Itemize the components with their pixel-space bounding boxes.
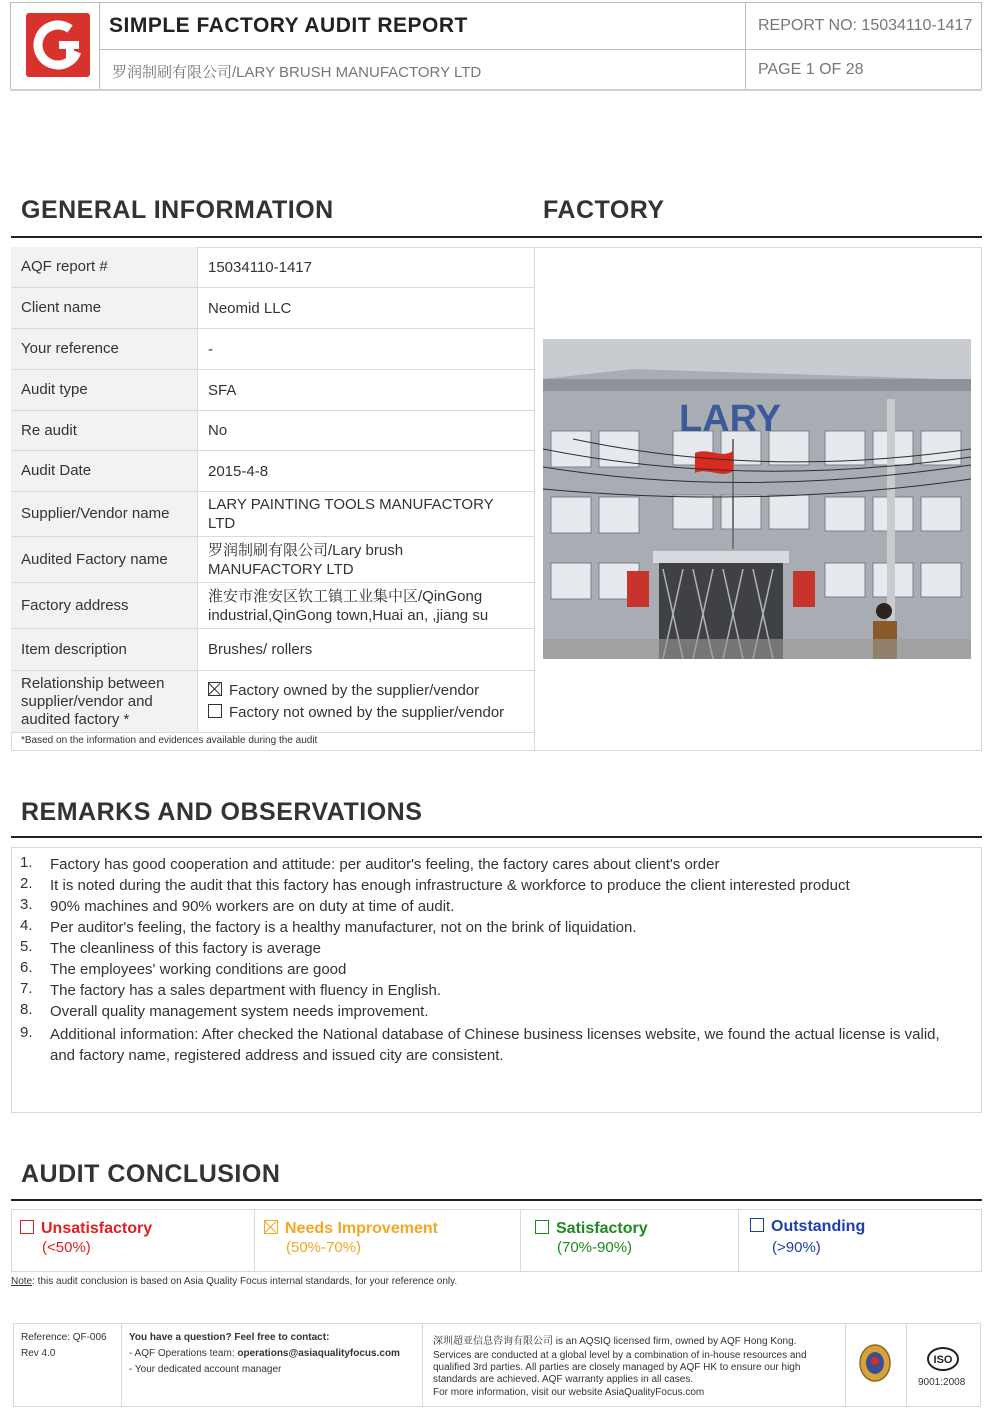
row-value: LARY PAINTING TOOLS MANUFACTORY LTD [208, 496, 494, 532]
row-label: Your reference [11, 329, 198, 369]
row-label: Client name [11, 288, 198, 328]
checkbox-unchecked-icon[interactable] [208, 704, 222, 718]
table-row [11, 247, 534, 288]
row-label: Factory address [11, 583, 198, 628]
header-shadow [10, 89, 982, 91]
footer-account-manager: - Your dedicated account manager [129, 1364, 282, 1375]
conclusion-divider [254, 1209, 255, 1272]
conclusion-needs-improvement[interactable] [264, 1220, 438, 1256]
conclusion-range: (70%-90%) [557, 1239, 633, 1256]
item-number: 9. [20, 1024, 33, 1041]
item-text: The factory has a sales department with fluency in English. [50, 982, 442, 999]
factory-photo [543, 339, 971, 659]
item-text: Per auditor's feeling, the factory is a healthy manufacturer, not on the brink of liquidation. [50, 919, 637, 936]
general-info-divider [534, 247, 535, 751]
audit-conclusion-heading: AUDIT CONCLUSION [21, 1160, 281, 1188]
footer-question: You have a question? Feel free to contact: [129, 1332, 330, 1343]
row-value: No [208, 422, 228, 439]
general-info-table [11, 247, 534, 733]
table-row [11, 492, 534, 537]
conclusion-outstanding[interactable] [750, 1218, 865, 1256]
table-row [11, 411, 534, 451]
option-label: Factory owned by the supplier/vendor [229, 681, 480, 699]
aqsiq-emblem-icon [857, 1342, 893, 1384]
relationship-label: Relationship between supplier/vendor and audited factory * [11, 671, 198, 732]
footer-divider [422, 1323, 423, 1407]
header-title-cell [99, 3, 746, 89]
remarks-rule [11, 836, 982, 838]
general-info-footnote: *Based on the information and evidences available during the audit [21, 735, 318, 746]
report-number: REPORT NO: 15034110-1417 [758, 17, 973, 34]
relationship-options [199, 671, 534, 732]
conclusion-label: Outstanding [771, 1218, 866, 1235]
conclusion-rule [11, 1199, 982, 1201]
checkbox-checked-icon[interactable] [208, 682, 222, 696]
footer-legal-1: 深圳超亚信息咨询有限公司 is an AQSIQ licensed firm, owned by AQF Hong Kong. [433, 1336, 797, 1347]
report-subtitle: 罗润制刷有限公司/LARY BRUSH MANUFACTORY LTD [112, 64, 482, 81]
relationship-option-owned[interactable] [208, 680, 479, 702]
item-number: 7. [20, 980, 33, 997]
item-text: 90% machines and 90% workers are on duty at time of audit. [50, 898, 455, 915]
conclusion-unsatisfactory[interactable] [20, 1220, 152, 1256]
note-prefix: Note [11, 1276, 33, 1287]
item-text: The cleanliness of this factory is average [50, 940, 321, 957]
conclusion-label: Needs Improvement [285, 1220, 438, 1237]
item-text: Additional information: After checked the National database of Chinese business licenses website, we found the actual license is valid, and factory name, registered address and issued city are consistent. [50, 1026, 940, 1064]
checkbox-unchecked-icon[interactable] [535, 1220, 549, 1234]
checkbox-unchecked-icon[interactable] [750, 1218, 764, 1232]
ops-email-link[interactable]: operations@asiaqualityfocus.com [237, 1348, 400, 1359]
row-label: Audit Date [11, 451, 198, 491]
conclusion-range: (>90%) [772, 1239, 821, 1256]
logo-cell [11, 3, 100, 89]
iso-logo-text: ISO [933, 1354, 953, 1366]
item-text: Overall quality management system needs improvement. [50, 1003, 429, 1020]
report-title: SIMPLE FACTORY AUDIT REPORT [109, 14, 468, 37]
table-row [11, 537, 534, 583]
footer-divider [121, 1323, 122, 1407]
item-number: 1. [20, 854, 33, 871]
footer-legal-2: Services are conducted at a global level by a combination of in-house resources and qualified 3rd parties. All parties are closely managed by AQF HK to ensure our high standards are achieved. AQF warranty applies in all cases. [433, 1350, 807, 1385]
relationship-option-not-owned[interactable] [208, 702, 504, 724]
item-number: 2. [20, 875, 33, 892]
iso-certification: 9001:2008 [918, 1377, 966, 1388]
note-text: : this audit conclusion is based on Asia Quality Focus internal standards, for your reference only. [32, 1276, 458, 1287]
iso-logo-icon [926, 1346, 960, 1372]
footer-divider [845, 1323, 846, 1407]
conclusion-divider [738, 1209, 739, 1272]
table-row [11, 629, 534, 671]
factory-building-image [543, 339, 971, 659]
conclusion-satisfactory[interactable] [535, 1220, 648, 1256]
aqf-logo [26, 13, 90, 77]
row-value: Brushes/ rollers [208, 641, 313, 658]
footer-legal-3[interactable]: For more information, visit our website AsiaQualityFocus.com [433, 1387, 705, 1398]
row-value: - [208, 340, 213, 358]
row-value: 2015-4-8 [208, 462, 269, 480]
row-label: Item description [11, 629, 198, 670]
checkbox-checked-icon[interactable] [264, 1220, 278, 1234]
footer-reference: Reference: QF-006 [21, 1332, 107, 1343]
footer-revision: Rev 4.0 [21, 1348, 56, 1359]
aqf-logo-icon [26, 13, 90, 77]
ops-prefix: - AQF Operations team: [129, 1348, 238, 1359]
item-number: 6. [20, 959, 33, 976]
row-label: Audit type [11, 370, 198, 410]
conclusion-range: (50%-70%) [286, 1239, 362, 1256]
row-value: 淮安市淮安区钦工镇工业集中区/QinGong industrial,QinGong town,Huai an, ,jiang su [208, 587, 489, 624]
row-value: 15034110-1417 [208, 258, 312, 276]
page-number: PAGE 1 OF 28 [758, 61, 864, 78]
header-divider [99, 49, 981, 50]
row-label: Supplier/Vendor name [11, 492, 198, 536]
factory-heading: FACTORY [543, 196, 665, 224]
item-number: 3. [20, 896, 33, 913]
conclusion-label: Unsatisfactory [41, 1220, 153, 1237]
factory-sign: LARY [679, 398, 782, 440]
item-number: 4. [20, 917, 33, 934]
item-number: 5. [20, 938, 33, 955]
table-row [11, 288, 534, 329]
remarks-heading: REMARKS AND OBSERVATIONS [21, 798, 423, 826]
item-text: Factory has good cooperation and attitude: per auditor's feeling, the factory cares about client's order [50, 856, 720, 873]
general-information-heading: GENERAL INFORMATION [21, 196, 334, 224]
conclusion-range: (<50%) [42, 1239, 91, 1256]
footer-divider [906, 1323, 907, 1407]
item-text: The employees' working conditions are good [50, 961, 347, 978]
table-row [11, 329, 534, 370]
table-row [11, 583, 534, 629]
general-info-rule [11, 236, 982, 238]
relationship-row [11, 671, 534, 733]
item-text: It is noted during the audit that this factory has enough infrastructure & workforce to produce the client interested product [50, 877, 850, 894]
table-row [11, 451, 534, 492]
row-value: 罗润制刷有限公司/Lary brush MANUFACTORY LTD [208, 541, 404, 578]
footer-ops-contact [129, 1348, 400, 1360]
row-value: SFA [208, 381, 237, 399]
row-label: AQF report # [11, 247, 198, 287]
option-label: Factory not owned by the supplier/vendor [229, 703, 505, 721]
row-value: Neomid LLC [208, 299, 292, 317]
checkbox-unchecked-icon[interactable] [20, 1220, 34, 1234]
row-label: Audited Factory name [11, 537, 198, 582]
conclusion-divider [520, 1209, 521, 1272]
item-number: 8. [20, 1001, 33, 1018]
table-row [11, 370, 534, 411]
conclusion-note [11, 1276, 457, 1287]
report-header [10, 2, 982, 90]
conclusion-label: Satisfactory [556, 1220, 648, 1237]
row-label: Re audit [11, 411, 198, 450]
